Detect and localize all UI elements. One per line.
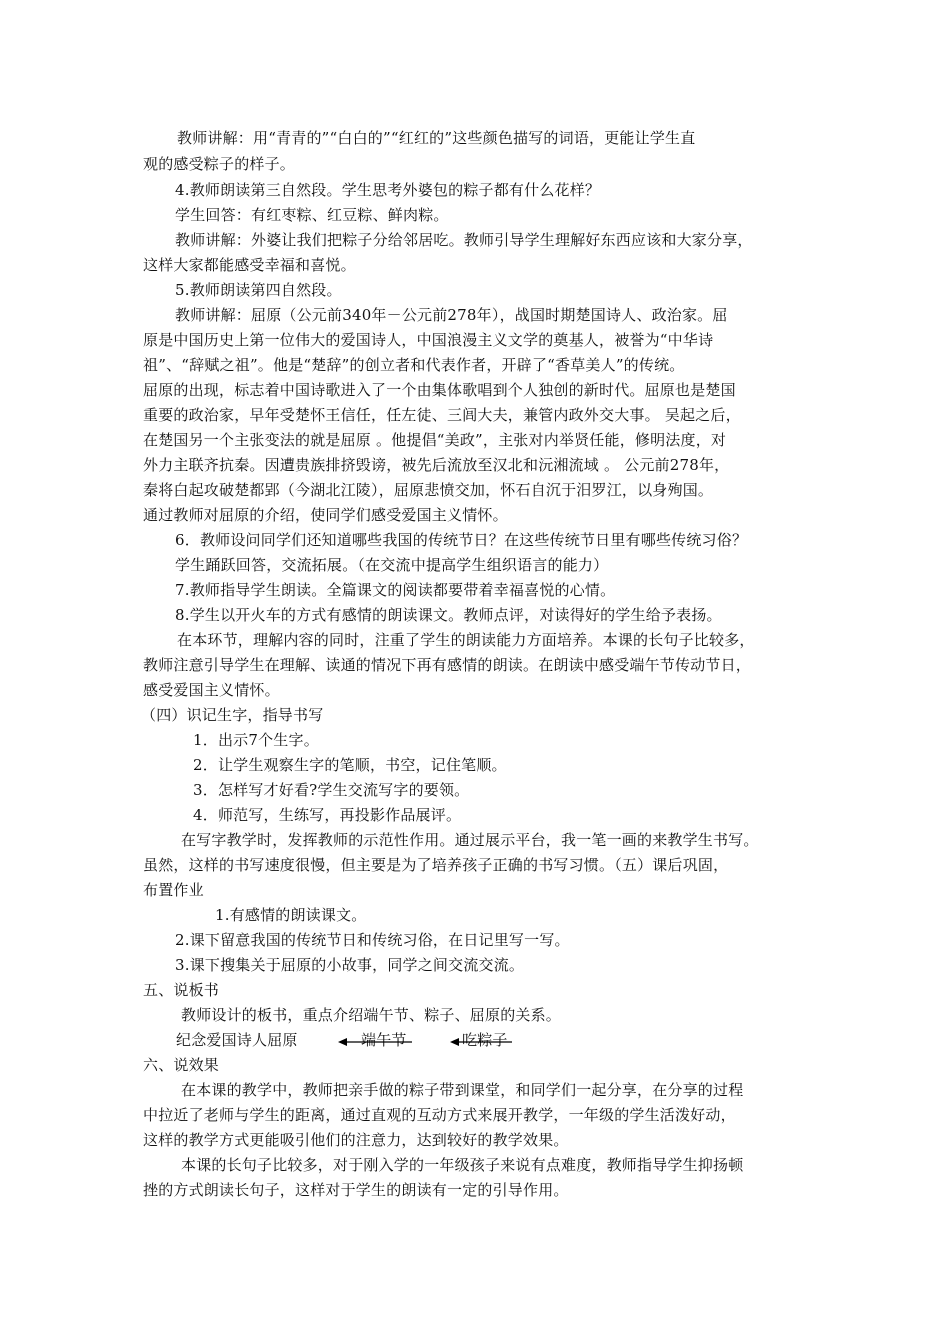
left-arrow-head	[338, 1038, 347, 1046]
paragraph-line: 学生回答：有红枣粽、红豆粽、鲜肉粽。	[175, 206, 449, 224]
paragraph-line: 在本环节，理解内容的同时，注重了学生的朗读能力方面培养。本课的长句子比较多，	[177, 631, 755, 649]
list-item: 2．让学生观察生字的笔顺，书空，记住笔顺。	[193, 756, 507, 774]
paragraph-line: 5.教师朗读第四自然段。	[175, 281, 342, 299]
paragraph-line: 在楚国另一个主张变法的就是屈原 。他提倡“美政”，主张对内举贤任能，修明法度，对	[143, 431, 727, 449]
paragraph-line: 在本课的教学中，教师把亲手做的粽子带到课堂，和同学们一起分享，在分享的过程	[181, 1081, 744, 1099]
list-item: 4．师范写，生练写，再投影作品展评。	[193, 806, 462, 824]
list-item: 3.课下搜集关于屈原的小故事，同学之间交流交流。	[175, 956, 525, 974]
paragraph-line: 布置作业	[143, 881, 204, 899]
board-label-left: 纪念爱国诗人屈原	[176, 1031, 298, 1049]
section-heading: 六、说效果	[143, 1056, 220, 1074]
paragraph-line: 教师讲解：外婆让我们把粽子分给邻居吃。教师引导学生理解好东西应该和大家分享，	[175, 231, 753, 249]
list-item: 3．怎样写才好看?学生交流写字的要领。	[193, 781, 470, 799]
section-heading: 五、说板书	[143, 981, 220, 999]
paragraph-line: 通过教师对屈原的介绍，使同学们感受爱国主义情怀。	[143, 506, 508, 524]
paragraph-line: 4.教师朗读第三自然段。学生思考外婆包的粽子都有什么花样？	[175, 181, 601, 199]
paragraph-line: 中拉近了老师与学生的距离，通过直观的互动方式来展开教学，一年级的学生活泼好动，	[143, 1106, 736, 1124]
right-arrow-head	[450, 1038, 459, 1046]
board-label-middle: 端午节	[361, 1031, 407, 1049]
paragraph-line: 7.教师指导学生朗读。全篇课文的阅读都要带着幸福喜悦的心情。	[175, 581, 616, 599]
paragraph-line: 在写字教学时，发挥教师的示范性作用。通过展示平台，我一笔一画的来教学生书写。	[181, 831, 759, 849]
paragraph-line: 学生踊跃回答，交流拓展。（在交流中提高学生组织语言的能力）	[175, 556, 609, 574]
paragraph-line: 重要的政治家，早年受楚怀王信任，任左徒、三闾大夫，兼管内政外交大事。 吴起之后，	[143, 406, 741, 424]
list-item: 2.课下留意我国的传统节日和传统习俗，在日记里写一写。	[175, 931, 570, 949]
paragraph-line: 感受爱国主义情怀。	[143, 681, 280, 699]
list-item: 1.有感情的朗读课文。	[215, 906, 367, 924]
paragraph-line: 虽然，这样的书写速度很慢，但主要是为了培养孩子正确的书写习惯。（五）课后巩固，	[143, 856, 729, 874]
paragraph-line: 原是中国历史上第一位伟大的爱国诗人，中国浪漫主义文学的奠基人，被誉为“中华诗	[143, 331, 714, 349]
paragraph-line: 本课的长句子比较多，对于刚入学的一年级孩子来说有点难度，教师指导学生抑扬顿	[181, 1156, 744, 1174]
paragraph-line: 教师设计的板书，重点介绍端午节、粽子、屈原的关系。	[181, 1006, 562, 1024]
paragraph-line: 教师注意引导学生在理解、读通的情况下再有感情的朗读。在朗读中感受端午节传动节日，	[143, 656, 752, 674]
paragraph-line: 这样大家都能感受幸福和喜悦。	[143, 256, 356, 274]
paragraph-line: 教师讲解：屈原（公元前340年－公元前278年），战国时期楚国诗人、政治家。屈	[175, 306, 728, 324]
paragraph-line: 8.学生以开火车的方式有感情的朗读课文。教师点评，对读得好的学生给予表扬。	[175, 606, 722, 624]
paragraph-line: 教师讲解：用“青青的”“白白的”“红红的”这些颜色描写的词语，更能让学生直	[177, 129, 696, 147]
list-item: 1．出示7个生字。	[193, 731, 319, 749]
paragraph-line: 秦将白起攻破楚都郢（今湖北江陵），屈原悲愤交加，怀石自沉于汨罗江，以身殉国。	[143, 481, 714, 499]
board-label-right: 吃粽子	[462, 1031, 508, 1049]
paragraph-line: 挫的方式朗读长句子，这样对于学生的朗读有一定的引导作用。	[143, 1181, 569, 1199]
paragraph-line: 这样的教学方式更能吸引他们的注意力，达到较好的教学效果。	[143, 1131, 569, 1149]
paragraph-line: 屈原的出现，标志着中国诗歌进入了一个由集体歌唱到个人独创的新时代。屈原也是楚国	[143, 381, 736, 399]
paragraph-line: 祖”、“辞赋之祖”。他是“楚辞”的创立者和代表作者，开辟了“香草美人”的传统。	[143, 356, 685, 374]
paragraph-line: 6．教师设问同学们还知道哪些我国的传统节日？在这些传统节日里有哪些传统习俗？	[175, 531, 748, 549]
paragraph-line: 观的感受粽子的样子。	[143, 155, 296, 173]
paragraph-line: 外力主联齐抗秦。因遭贵族排挤毁谤，被先后流放至汉北和沅湘流域 。 公元前278年，	[143, 456, 730, 474]
section-heading: （四）识记生字，指导书写	[141, 706, 324, 724]
